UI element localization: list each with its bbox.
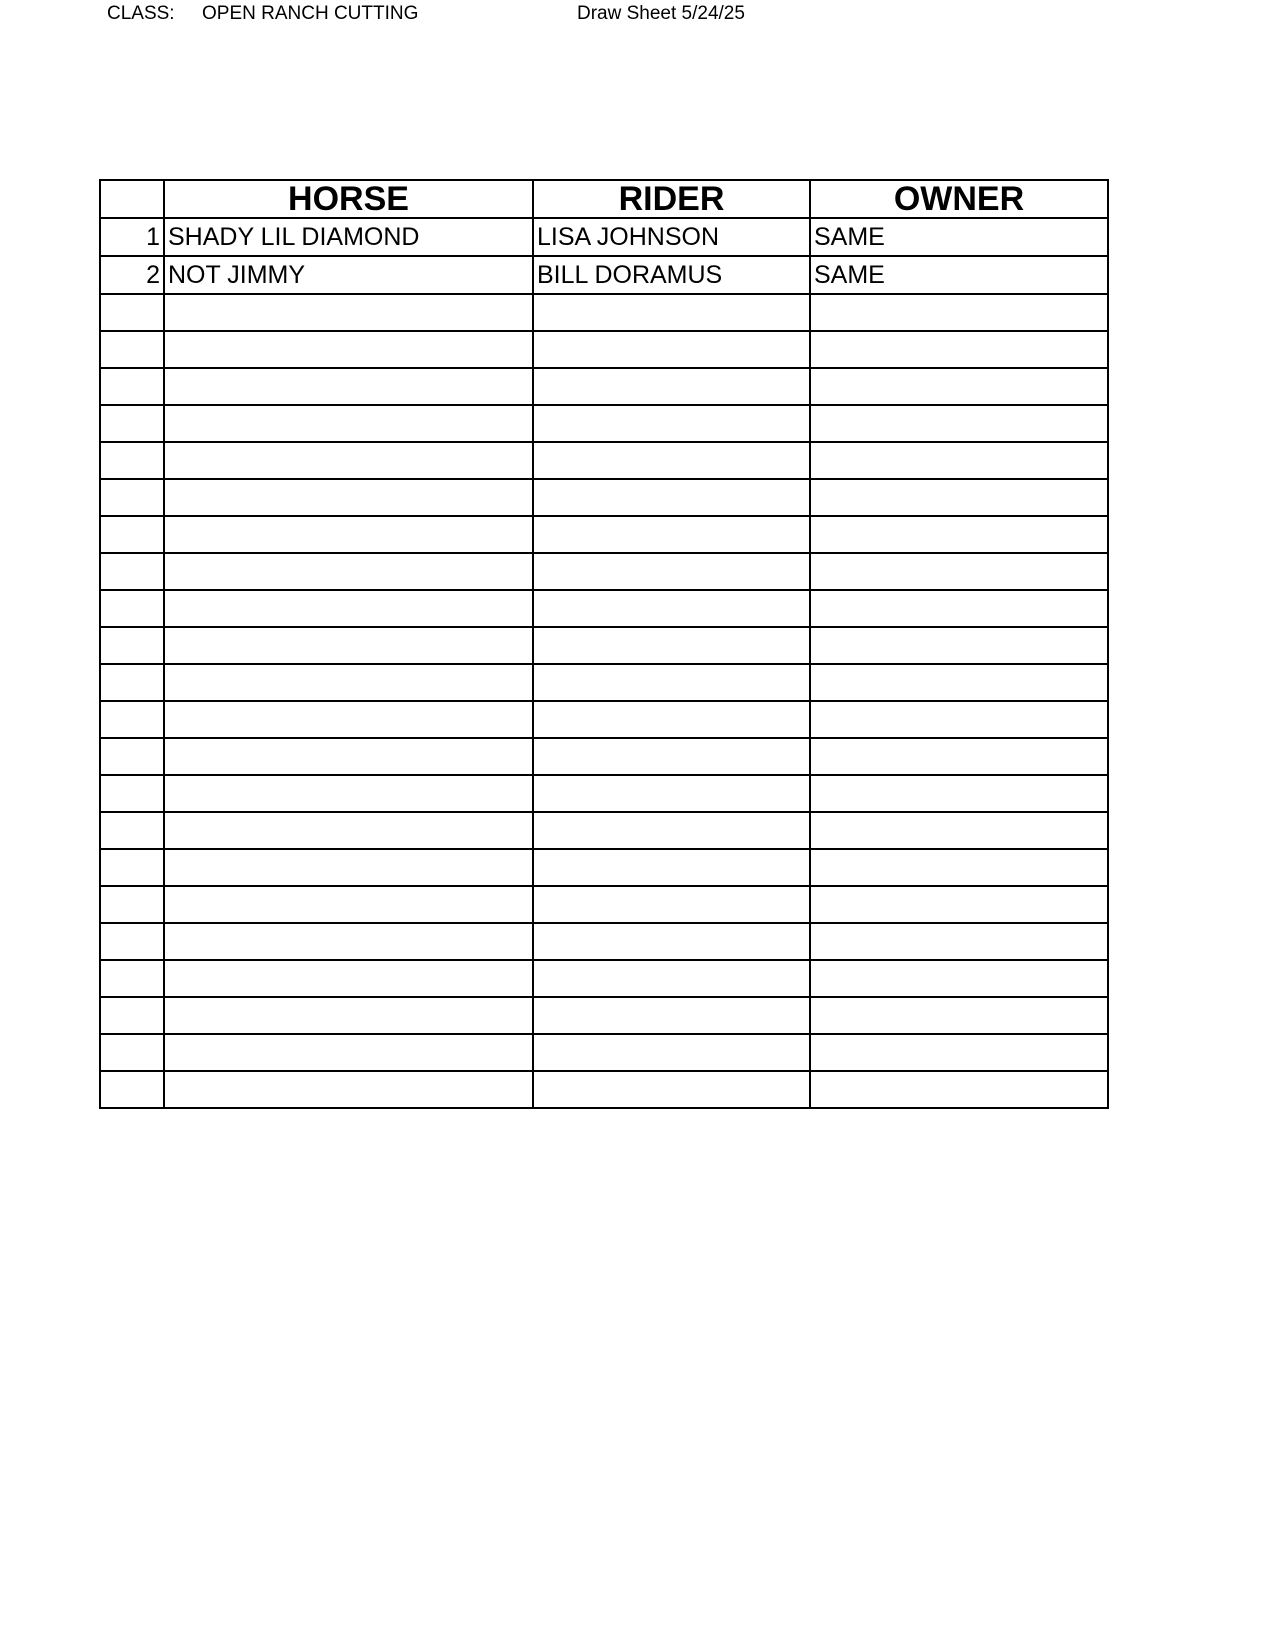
- horse-cell: [164, 997, 533, 1034]
- table-row: [100, 294, 1108, 331]
- rider-cell: [533, 627, 810, 664]
- rider-cell: [533, 1071, 810, 1108]
- horse-cell: [164, 849, 533, 886]
- table-body: [100, 218, 1108, 1108]
- table-row: [100, 479, 1108, 516]
- owner-cell: [810, 701, 1108, 738]
- column-header-number: [100, 180, 164, 218]
- draw-number-cell: [100, 775, 164, 812]
- table-row: [100, 627, 1108, 664]
- horse-cell: [164, 405, 533, 442]
- owner-cell: [810, 331, 1108, 368]
- sheet-header: [0, 0, 1275, 30]
- horse-cell: [164, 1071, 533, 1108]
- owner-cell: [810, 442, 1108, 479]
- horse-cell: [164, 442, 533, 479]
- draw-number-cell: [100, 701, 164, 738]
- horse-cell: [164, 775, 533, 812]
- rider-cell: LISA JOHNSON: [533, 218, 810, 256]
- rider-cell: [533, 553, 810, 590]
- table-row: [100, 553, 1108, 590]
- horse-cell: [164, 812, 533, 849]
- table-row: [100, 256, 1108, 294]
- rider-cell: [533, 442, 810, 479]
- owner-cell: [810, 849, 1108, 886]
- draw-number-cell: [100, 923, 164, 960]
- owner-cell: [810, 812, 1108, 849]
- rider-cell: [533, 960, 810, 997]
- table-row: [100, 997, 1108, 1034]
- draw-number-cell: 1: [100, 218, 164, 256]
- owner-cell: [810, 738, 1108, 775]
- owner-cell: [810, 627, 1108, 664]
- table-row: [100, 960, 1108, 997]
- owner-cell: [810, 1071, 1108, 1108]
- table-row: [100, 368, 1108, 405]
- horse-cell: [164, 960, 533, 997]
- owner-cell: [810, 368, 1108, 405]
- rider-cell: [533, 701, 810, 738]
- draw-number-cell: [100, 997, 164, 1034]
- table-row: [100, 812, 1108, 849]
- draw-number-cell: [100, 331, 164, 368]
- rider-cell: [533, 590, 810, 627]
- horse-cell: [164, 701, 533, 738]
- draw-number-cell: [100, 368, 164, 405]
- table-header-row: [100, 180, 1108, 218]
- owner-cell: [810, 886, 1108, 923]
- horse-cell: [164, 886, 533, 923]
- table-row: [100, 664, 1108, 701]
- draw-number-cell: [100, 442, 164, 479]
- sheet-title: Draw Sheet 5/24/25: [577, 3, 745, 24]
- owner-cell: [810, 479, 1108, 516]
- draw-table: [99, 179, 1109, 1109]
- owner-cell: SAME: [810, 218, 1108, 256]
- rider-cell: [533, 886, 810, 923]
- horse-cell: [164, 479, 533, 516]
- owner-cell: [810, 294, 1108, 331]
- horse-cell: [164, 553, 533, 590]
- draw-number-cell: [100, 1071, 164, 1108]
- horse-cell: [164, 590, 533, 627]
- table-row: [100, 849, 1108, 886]
- draw-number-cell: [100, 294, 164, 331]
- draw-number-cell: [100, 516, 164, 553]
- table-row: [100, 1034, 1108, 1071]
- owner-cell: [810, 923, 1108, 960]
- table-row: [100, 738, 1108, 775]
- owner-cell: [810, 664, 1108, 701]
- horse-cell: [164, 294, 533, 331]
- rider-cell: [533, 516, 810, 553]
- draw-number-cell: 2: [100, 256, 164, 294]
- horse-cell: [164, 738, 533, 775]
- table-row: [100, 886, 1108, 923]
- horse-cell: [164, 331, 533, 368]
- horse-cell: NOT JIMMY: [164, 256, 533, 294]
- rider-cell: [533, 479, 810, 516]
- draw-number-cell: [100, 664, 164, 701]
- table-row: [100, 516, 1108, 553]
- horse-cell: [164, 627, 533, 664]
- draw-number-cell: [100, 405, 164, 442]
- table-row: [100, 442, 1108, 479]
- owner-cell: [810, 1034, 1108, 1071]
- rider-cell: [533, 368, 810, 405]
- table-row: [100, 218, 1108, 256]
- draw-number-cell: [100, 849, 164, 886]
- rider-cell: [533, 812, 810, 849]
- owner-cell: [810, 590, 1108, 627]
- rider-cell: [533, 294, 810, 331]
- column-header-owner: OWNER: [810, 180, 1108, 218]
- horse-cell: SHADY LIL DIAMOND: [164, 218, 533, 256]
- draw-number-cell: [100, 553, 164, 590]
- owner-cell: [810, 516, 1108, 553]
- rider-cell: BILL DORAMUS: [533, 256, 810, 294]
- owner-cell: [810, 960, 1108, 997]
- draw-number-cell: [100, 738, 164, 775]
- rider-cell: [533, 331, 810, 368]
- rider-cell: [533, 738, 810, 775]
- rider-cell: [533, 923, 810, 960]
- horse-cell: [164, 664, 533, 701]
- draw-number-cell: [100, 960, 164, 997]
- table-row: [100, 331, 1108, 368]
- owner-cell: [810, 553, 1108, 590]
- table-row: [100, 590, 1108, 627]
- horse-cell: [164, 923, 533, 960]
- table-row: [100, 1071, 1108, 1108]
- column-header-rider: RIDER: [533, 180, 810, 218]
- owner-cell: SAME: [810, 256, 1108, 294]
- owner-cell: [810, 997, 1108, 1034]
- horse-cell: [164, 368, 533, 405]
- column-header-horse: HORSE: [164, 180, 533, 218]
- table-row: [100, 923, 1108, 960]
- horse-cell: [164, 1034, 533, 1071]
- rider-cell: [533, 405, 810, 442]
- table-row: [100, 775, 1108, 812]
- rider-cell: [533, 997, 810, 1034]
- horse-cell: [164, 516, 533, 553]
- draw-number-cell: [100, 812, 164, 849]
- rider-cell: [533, 849, 810, 886]
- draw-number-cell: [100, 1034, 164, 1071]
- rider-cell: [533, 775, 810, 812]
- owner-cell: [810, 775, 1108, 812]
- rider-cell: [533, 664, 810, 701]
- table-row: [100, 405, 1108, 442]
- draw-number-cell: [100, 479, 164, 516]
- class-label: CLASS:: [107, 3, 175, 24]
- table-row: [100, 701, 1108, 738]
- rider-cell: [533, 1034, 810, 1071]
- draw-number-cell: [100, 627, 164, 664]
- owner-cell: [810, 405, 1108, 442]
- draw-number-cell: [100, 886, 164, 923]
- draw-number-cell: [100, 590, 164, 627]
- class-value: OPEN RANCH CUTTING: [202, 3, 419, 24]
